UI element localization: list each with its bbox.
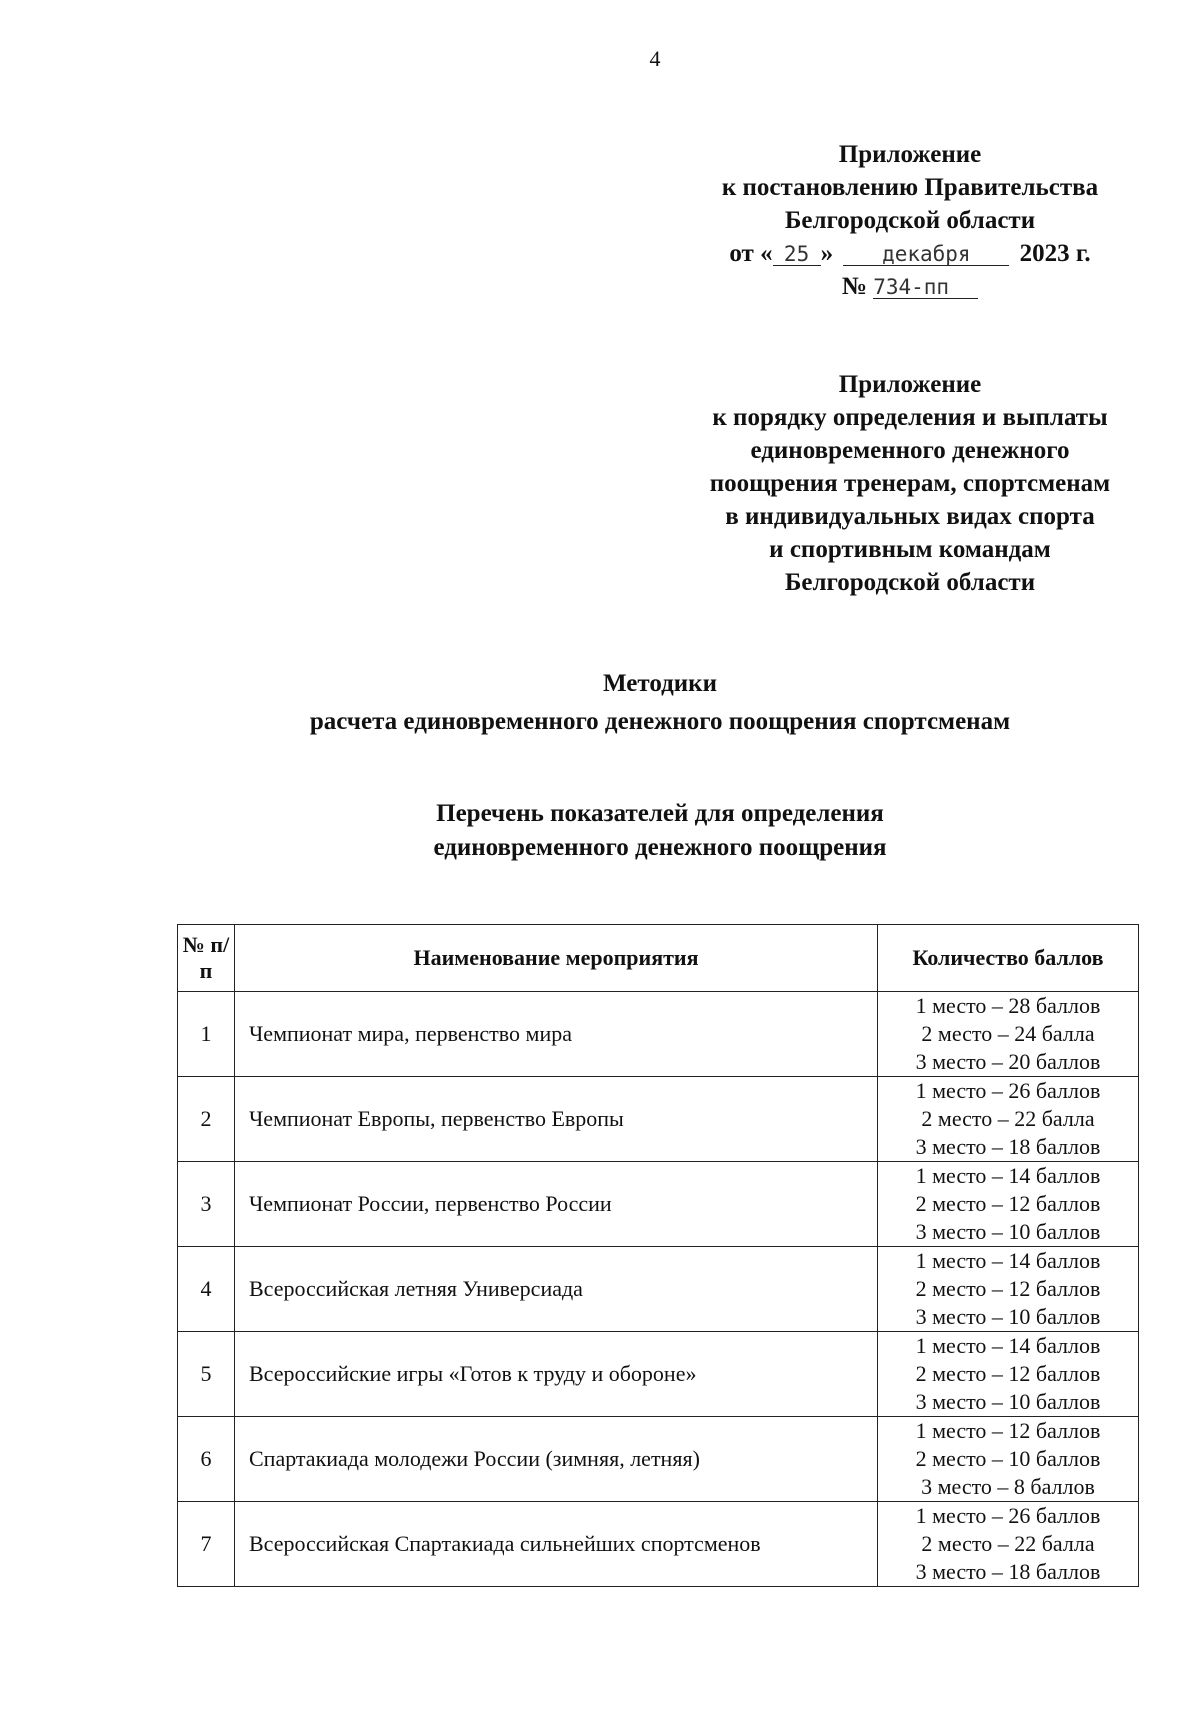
table-header-row (178, 925, 1139, 992)
table-row (178, 1247, 1139, 1332)
header-num: № п/п (178, 925, 235, 992)
table-row (178, 1332, 1139, 1417)
score-line: 1 место – 28 баллов (915, 993, 1101, 1018)
score-line: 1 место – 26 баллов (915, 1503, 1101, 1528)
approval-line: к постановлению Правительства (721, 174, 1099, 201)
approval-title: Приложение (838, 141, 982, 168)
date-mid: » (820, 240, 834, 267)
appendix-block (660, 368, 1160, 599)
event-name: Спартакиада молодежи России (зимняя, летняя) (235, 1417, 878, 1502)
score-line: 1 место – 14 баллов (915, 1333, 1101, 1358)
list-title-line: единовременного денежного поощрения (433, 834, 887, 861)
score-line: 1 место – 26 баллов (915, 1078, 1101, 1103)
methods-title-line: Методики (603, 670, 717, 697)
score-line: 1 место – 12 баллов (915, 1418, 1101, 1443)
score-line: 2 место – 12 баллов (915, 1276, 1101, 1301)
score-line: 2 место – 12 баллов (915, 1361, 1101, 1386)
score-cell (878, 1162, 1139, 1247)
page-number: 4 (649, 46, 661, 71)
appendix-line: Белгородской области (784, 569, 1036, 596)
score-cell (878, 1417, 1139, 1502)
event-name: Всероссийская Спартакиада сильнейших спортсменов (235, 1502, 878, 1587)
score-line: 3 место – 18 баллов (915, 1559, 1101, 1584)
approval-line: Белгородской области (784, 207, 1036, 234)
approval-number (660, 270, 1160, 303)
row-number: 2 (178, 1077, 235, 1162)
table-row (178, 1162, 1139, 1247)
date-day: 25 (773, 243, 821, 266)
appendix-line: поощрения тренерам, спортсменам (709, 470, 1111, 497)
score-line: 1 место – 14 баллов (915, 1163, 1101, 1188)
score-cell (878, 992, 1139, 1077)
row-number: 1 (178, 992, 235, 1077)
event-name: Чемпионат мира, первенство мира (235, 992, 878, 1077)
score-line: 2 место – 24 балла (921, 1021, 1095, 1046)
table-row (178, 1077, 1139, 1162)
event-name: Чемпионат Европы, первенство Европы (235, 1077, 878, 1162)
score-line: 3 место – 18 баллов (915, 1134, 1101, 1159)
appendix-title: Приложение (838, 371, 982, 398)
date-month: декабря (843, 243, 1009, 266)
appendix-line: в индивидуальных видах спорта (725, 503, 1095, 530)
appendix-line: единовременного денежного (750, 437, 1070, 464)
row-number: 4 (178, 1247, 235, 1332)
score-cell (878, 1077, 1139, 1162)
scores-table (177, 924, 1139, 1587)
number-prefix: № (841, 273, 867, 300)
score-cell (878, 1502, 1139, 1587)
document-number: 734-пп (873, 276, 978, 299)
appendix-line: и спортивным командам (769, 536, 1051, 563)
row-number: 6 (178, 1417, 235, 1502)
event-name: Всероссийские игры «Готов к труду и обороне» (235, 1332, 878, 1417)
list-title (180, 797, 1140, 865)
score-line: 3 место – 10 баллов (915, 1304, 1101, 1329)
row-number: 7 (178, 1502, 235, 1587)
score-line: 1 место – 14 баллов (915, 1248, 1101, 1273)
methods-subtitle-line: расчета единовременного денежного поощрения спортсменам (309, 708, 1011, 735)
date-prefix: от « (729, 240, 773, 267)
score-line: 2 место – 12 баллов (915, 1191, 1101, 1216)
score-line: 2 место – 22 балла (921, 1106, 1095, 1131)
header-name: Наименование мероприятия (235, 925, 878, 992)
event-name: Чемпионат России, первенство России (235, 1162, 878, 1247)
score-line: 3 место – 10 баллов (915, 1389, 1101, 1414)
score-line: 2 место – 22 балла (921, 1531, 1095, 1556)
table-row (178, 1502, 1139, 1587)
date-year: 2023 г. (1019, 240, 1091, 267)
score-line: 3 место – 20 баллов (915, 1049, 1101, 1074)
list-title-line: Перечень показателей для определения (436, 800, 884, 827)
score-line: 2 место – 10 баллов (915, 1446, 1101, 1471)
appendix-line: к порядку определения и выплаты (712, 404, 1108, 431)
approval-date (660, 237, 1160, 270)
score-cell (878, 1332, 1139, 1417)
header-score: Количество баллов (878, 925, 1139, 992)
event-name: Всероссийская летняя Универсиада (235, 1247, 878, 1332)
methods-title (180, 665, 1140, 741)
table-row (178, 1417, 1139, 1502)
score-line: 3 место – 8 баллов (921, 1474, 1095, 1499)
score-cell (878, 1247, 1139, 1332)
row-number: 5 (178, 1332, 235, 1417)
table-body (178, 992, 1139, 1587)
table-row (178, 992, 1139, 1077)
approval-block (660, 138, 1160, 303)
row-number: 3 (178, 1162, 235, 1247)
score-line: 3 место – 10 баллов (915, 1219, 1101, 1244)
